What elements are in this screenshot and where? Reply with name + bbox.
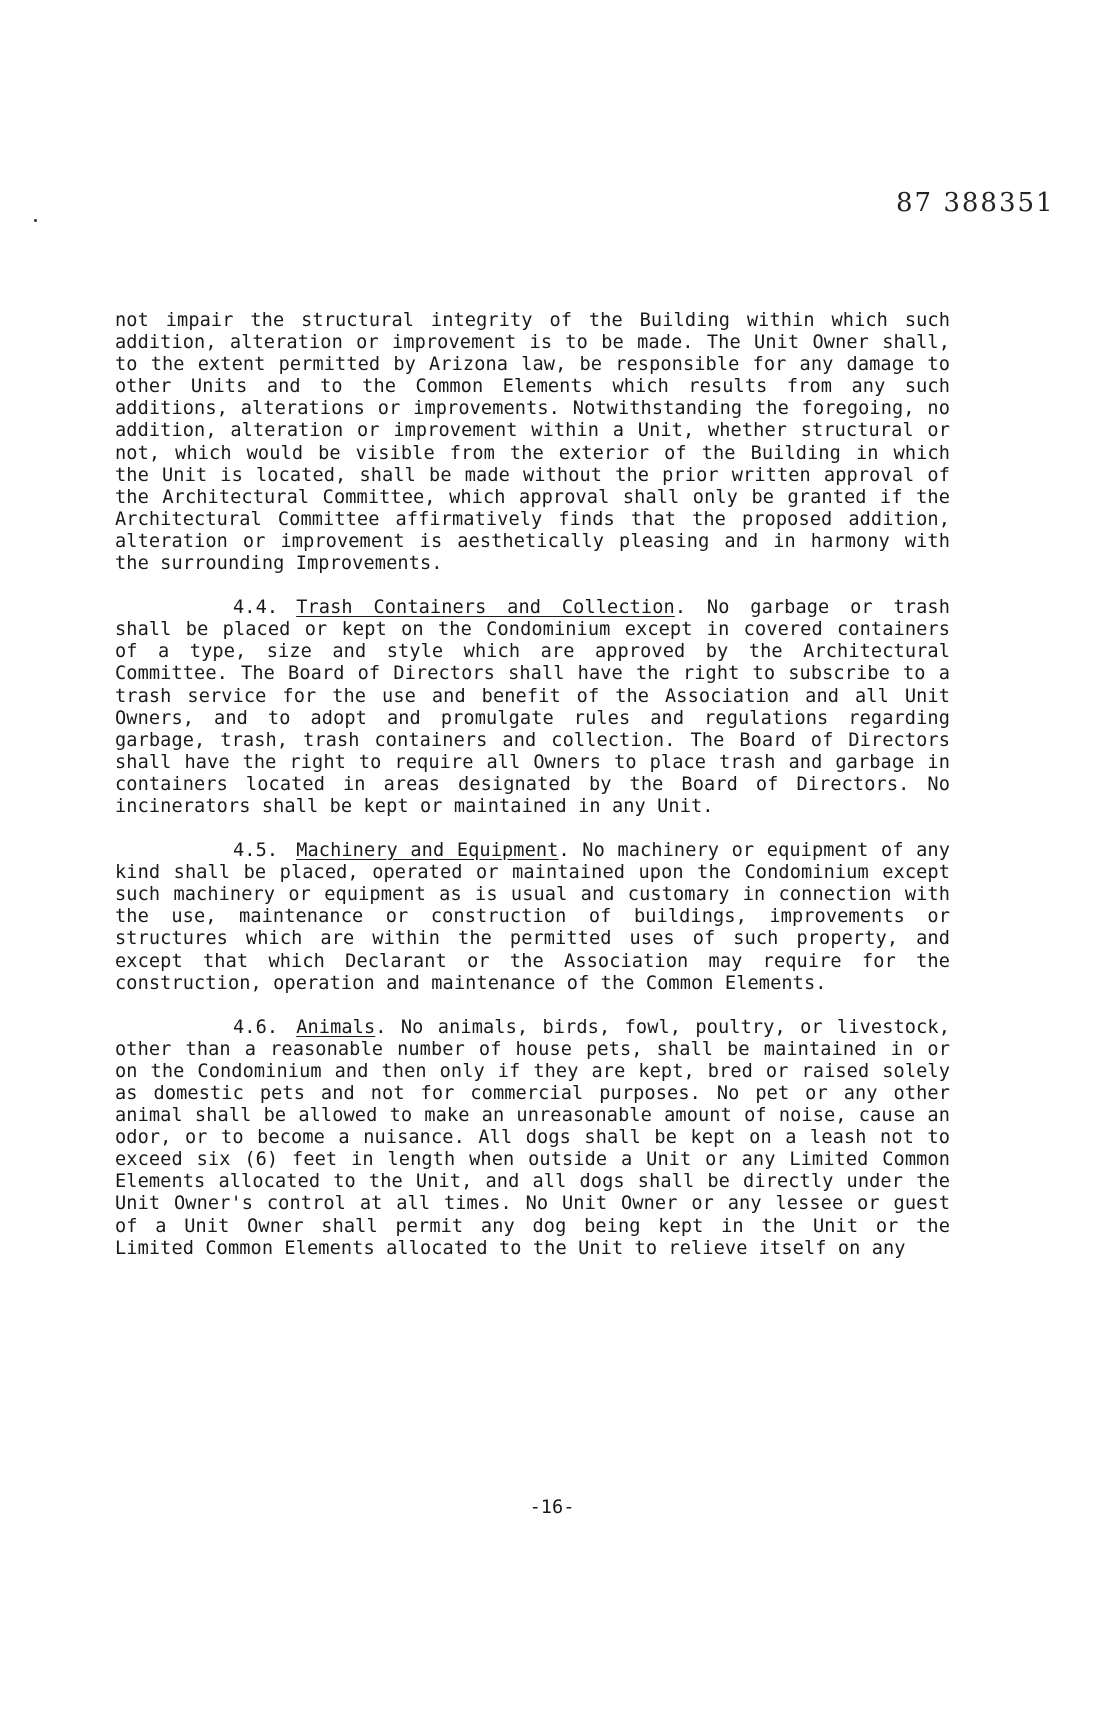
paragraph-continuation (115, 310, 950, 575)
scan-mark (34, 219, 37, 222)
section-heading: Animals (296, 1016, 376, 1038)
paragraph-text: not impair the structural integrity of the Building within which such addition, alteration or improvement is to be made. The Unit Owner shall, to the extent permitted by Arizona law, be responsible for any damage to other Units and to the Common Elements which results from any such additions, alterations or improvements. Notwithstanding the foregoing, no addition, alteration or improvement within a Unit, whether structural or not, which would be visible from the exterior of the Building in which the Unit is located, shall be made without the prior written approval of the Architectural Committee, which approval shall only be granted if the Architectural Committee affirmatively finds that the proposed addition, alteration or improvement is aesthetically pleasing and in harmony with the surrounding Improvements. (115, 310, 950, 575)
section-heading: Machinery and Equipment (296, 840, 559, 862)
document-body (115, 310, 950, 1260)
section-4-4-trash-containers (115, 597, 950, 818)
section-number: 4.6. (233, 1016, 279, 1038)
recording-number: 87 388351 (896, 188, 1055, 218)
section-number: 4.4. (233, 597, 279, 619)
paragraph-text: . No animals, birds, fowl, poultry, or livestock, other than a reasonable number of house pets, shall be maintained in or on the Condominium and then only if they are kept, bred or raised solely as domestic pets and not for commercial purposes. No pet or any other animal shall be allowed to make an unreasonable amount of noise, cause an odor, or to become a nuisance. All dogs shall be kept on a leash not to exceed six (6) feet in length when outside a Unit or any Limited Common Elements allocated to the Unit, and all dogs shall be directly under the Unit Owner's control at all times. No Unit Owner or any lessee or guest of a Unit Owner shall permit any dog being kept in the Unit or the Limited Common Elements allocated to the Unit to relieve itself on any (115, 1016, 950, 1259)
page-number: -16- (529, 1497, 575, 1518)
section-number: 4.5. (233, 840, 279, 862)
section-4-6-animals (115, 1017, 950, 1260)
paragraph-text: . No machinery or equipment of any kind shall be placed, operated or maintained upon the Condominium except such machinery or equipment as is usual and customary in connection with the use, maintenance or construction of buildings, improvements or structures which are within the permitted uses of such property, and except that which Declarant or the Association may require for the construction, operation and maintenance of the Common Elements. (115, 840, 950, 994)
section-4-5-machinery-equipment (115, 840, 950, 995)
section-heading: Trash Containers and Collection (296, 597, 675, 619)
paragraph-text: . No garbage or trash shall be placed or kept on the Condominium except in covered containers of a type, size and style which are approved by the Architectural Committee. The Board of Directors shall have the right to subscribe to a trash service for the use and benefit of the Association and all Unit Owners, and to adopt and promulgate rules and regulations regarding garbage, trash, trash containers and collection. The Board of Directors shall have the right to require all Owners to place trash and garbage in containers located in areas designated by the Board of Directors. No incinerators shall be kept or maintained in any Unit. (115, 597, 950, 817)
